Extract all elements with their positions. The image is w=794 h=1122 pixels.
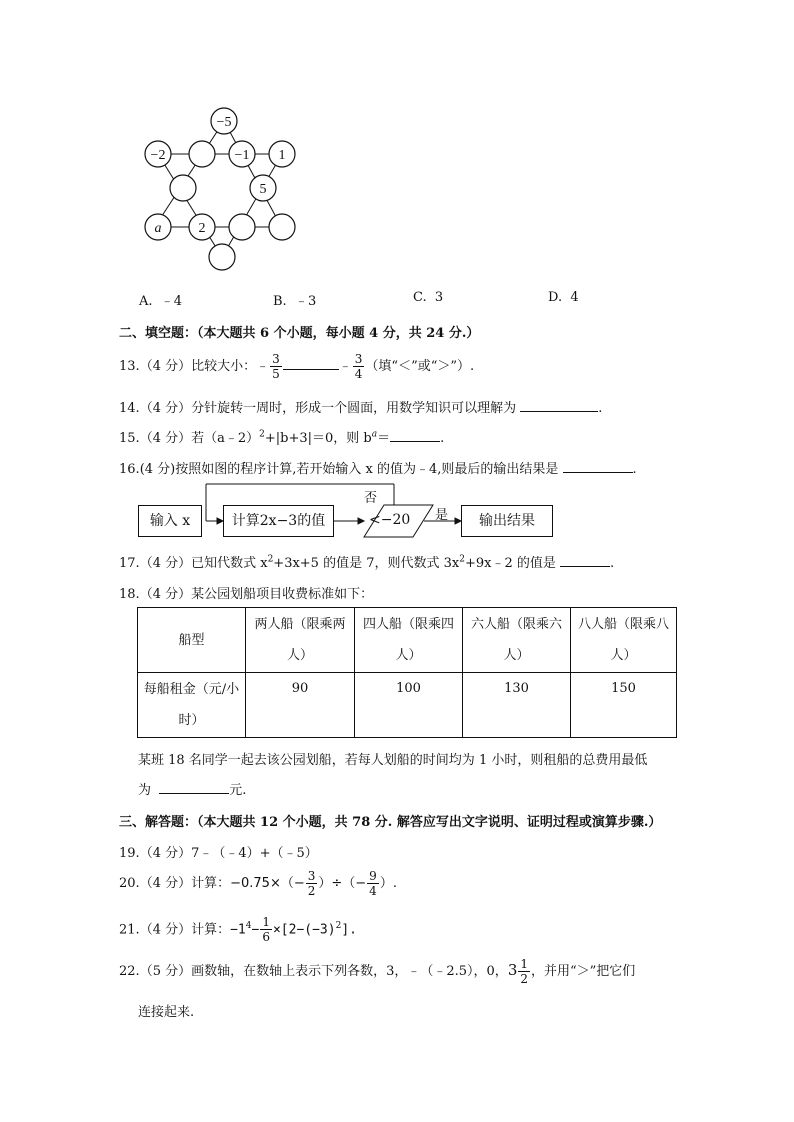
answer-blank-14[interactable] — [520, 399, 598, 412]
table-cell: 90 — [246, 673, 355, 738]
answer-blank-15[interactable] — [390, 429, 440, 442]
figure-node-label: −1 — [234, 148, 250, 163]
figure-node — [269, 214, 295, 240]
answer-blank-18[interactable] — [159, 781, 229, 794]
fraction-9-4: $\frac{9}{4}$ — [369, 869, 377, 898]
table-row-label: 每船租金（元/小 时） — [138, 673, 246, 738]
fraction-1-6: $\frac{1}{6}$ — [262, 915, 270, 945]
figure-node-label: 2 — [198, 221, 206, 236]
question-13: 13.（4 分）比较大小：﹣ $\frac{3}{5}$ ﹣ $\frac{3}{4}$ （填“＜”或“＞”）. — [119, 352, 475, 381]
option-a[interactable]: A. ﹣4 — [139, 294, 183, 309]
question-17: 17.（4 分）已知代数式 $x^2+3x+5$ 的值是 7，则代数式 $3x^2+9x﹣2$ 的值是 . — [119, 554, 615, 571]
figure-node — [229, 214, 255, 240]
question-22-line2: 连接起来. — [138, 1005, 195, 1020]
table-header-cell: 八人船（限乘八 人） — [571, 608, 677, 673]
question-18-after: 某班 18 名同学一起去该公园划船，若每人划船的时间均为 1 小时，则租船的总费用最低 — [138, 753, 648, 768]
figure-node-label: 5 — [259, 182, 267, 197]
question-19: 19.（4 分）7﹣（﹣4）+（﹣5） — [119, 846, 318, 861]
fraction-3-4: $\frac{3}{4}$ — [354, 352, 363, 381]
answer-blank-13[interactable] — [283, 357, 339, 370]
fee-table — [137, 607, 677, 738]
table-header-row — [138, 608, 677, 673]
figure-node-label: −2 — [150, 148, 166, 163]
flow-condition-label: <−20 — [369, 512, 411, 528]
table-row — [138, 673, 677, 738]
figure-node — [209, 244, 235, 270]
figure-node-label: −5 — [216, 115, 232, 130]
flow-input-box: 输入 x — [138, 505, 202, 537]
question-14: 14.（4 分）分针旋转一周时，形成一个圆面，用数学知识可以理解为 . — [119, 401, 603, 416]
flow-compute-box: 计算2x−3的值 — [223, 505, 334, 537]
table-header-cell: 船型 — [138, 608, 246, 673]
table-cell: 130 — [463, 673, 571, 738]
hexagram-figure — [140, 105, 305, 275]
option-c[interactable]: C. 3 — [413, 290, 444, 305]
flow-yes-label: 是 — [435, 508, 449, 523]
figure-node-label: 1 — [278, 148, 286, 163]
section-2-title: 二、填空题：（本大题共 6 个小题，每小题 4 分，共 24 分.） — [119, 326, 480, 341]
table-cell: 150 — [571, 673, 677, 738]
section-3-title: 三、解答题：（本大题共 12 个小题，共 78 分. 解答应写出文字说明、证明过程或演算步骤.） — [119, 815, 662, 830]
figure-node-label: a — [154, 221, 162, 236]
fraction-3-5: $\frac{3}{5}$ — [272, 352, 280, 381]
question-22: 22.（5 分）画数轴，在数轴上表示下列各数，3，﹣（﹣2.5），0，3 $\frac{1}{2}$ ，并用“＞”把它们 — [119, 957, 636, 986]
figure-node — [189, 141, 215, 167]
answer-blank-16[interactable] — [563, 460, 633, 473]
flow-no-label: 否 — [364, 491, 378, 506]
table-header-cell: 四人船（限乘四 人） — [355, 608, 463, 673]
figure-node — [170, 175, 196, 201]
table-header-cell: 两人船（限乘两 人） — [246, 608, 355, 673]
question-21: 21.（4 分）计算：$-1^4-$ $\frac{1}{6}$ $\times[2-(-3)^2]$. — [119, 915, 357, 945]
question-18-after2: 为 元. — [138, 783, 247, 798]
table-header-cell: 六人船（限乘六 人） — [463, 608, 571, 673]
table-cell: 100 — [355, 673, 463, 738]
question-20: 20.（4 分）计算：−0.75×（− $\frac{3}{2}$ ）÷（− $\frac{9}{4}$ ）. — [119, 869, 397, 898]
fraction-1-2: $\frac{1}{2}$ — [520, 957, 528, 986]
answer-blank-17[interactable] — [560, 554, 610, 567]
figure-nodes — [145, 108, 295, 270]
option-d[interactable]: D. 4 — [548, 290, 579, 305]
question-15: 15.（4 分）若（a﹣2）$^2$+|b+3|＝0，则 $b^a=$ . — [119, 429, 445, 446]
question-16: 16.(4 分)按照如图的程序计算,若开始输入 x 的值为﹣4,则最后的输出结果是 . — [119, 462, 637, 477]
option-b[interactable]: B. ﹣3 — [273, 294, 317, 309]
question-18: 18.（4 分）某公园划船项目收费标准如下： — [119, 587, 374, 602]
fraction-3-2: $\frac{3}{2}$ — [307, 869, 316, 898]
flow-output-box: 输出结果 — [461, 505, 553, 537]
